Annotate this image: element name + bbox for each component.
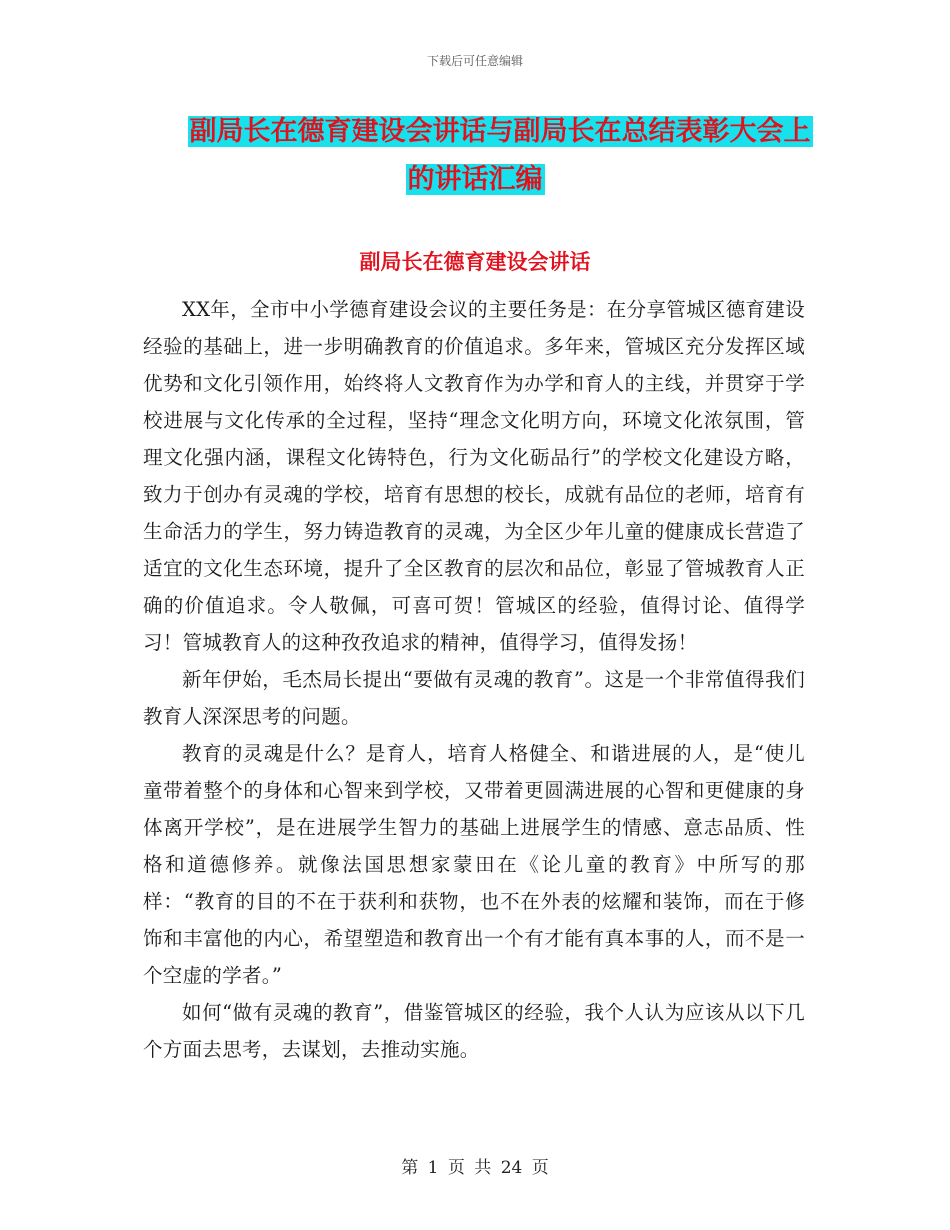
- paragraph: 如何“做有灵魂的教育”，借鉴管城区的经验，我个人认为应该从以下几个方面去思考，去谋划，去推动实施。: [143, 1001, 805, 1061]
- section-title: 副局长在德育建设会讲话: [359, 250, 591, 274]
- document-title-line-1: 副局长在德育建设会讲话与副局长在总结表彰大会上: [189, 116, 811, 147]
- paragraph: XX年，全市中小学德育建设会议的主要任务是：在分享管城区德育建设经验的基础上，进一步明确教育的价值追求。多年来，管城区充分发挥区域优势和文化引领作用，始终将人文教育作为办学和育人的主线，并贯穿于学校进展与文化传承的全过程，坚持“理念文化明方向，环境文化浓氛围，管理文化强内涵，课程文化铸特色，行为文化砺品行”的学校文化建设方略，致力于创办有灵魂的学校，培育有思想的校长，成就有品位的老师，培育有生命活力的学生，努力铸造教育的灵魂，为全区少年儿童的健康成长营造了适宜的文化生态环境，提升了全区教育的层次和品位，彰显了管城教育人正确的价值追求。令人敬佩，可喜可贺！管城区的经验，值得讨论、值得学习！管城教育人的这种孜孜追求的精神，值得学习，值得发扬！: [143, 298, 805, 654]
- document-title: [0, 108, 950, 204]
- paragraph: 新年伊始，毛杰局长提出“要做有灵魂的教育”。这是一个非常值得我们教育人深深思考的问题。: [143, 668, 805, 728]
- document-title-line-2: 的讲话汇编: [407, 164, 543, 195]
- page-number-footer: 第 1 页 共 24 页: [401, 1158, 549, 1178]
- paragraph: 教育的灵魂是什么？是育人，培育人格健全、和谐进展的人，是“使儿童带着整个的身体和心智来到学校，又带着更圆满进展的心智和更健康的身体离开学校”，是在进展学生智力的基础上进展学生的情感、意志品质、性格和道德修养。就像法国思想家蒙田在《论儿童的教育》中所写的那样：“教育的目的不在于获利和获物，也不在外表的炫耀和装饰，而在于修饰和丰富他的内心，希望塑造和教育出一个有才能有真本事的人，而不是一个空虚的学者。”: [143, 742, 805, 987]
- header-note: 下载后可任意编辑: [426, 54, 523, 68]
- body-text: [143, 291, 805, 1068]
